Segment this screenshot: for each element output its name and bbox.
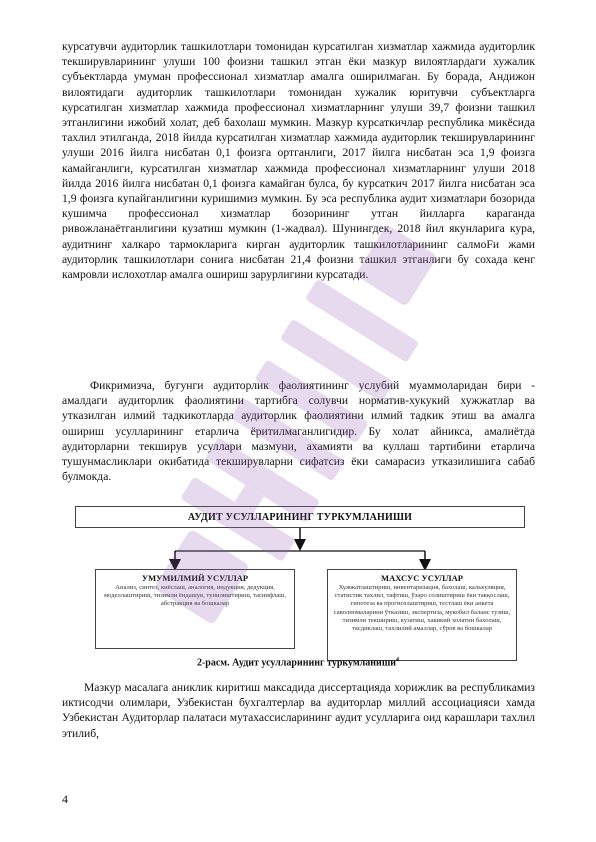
diagram-top-title: АУДИТ УСУЛЛАРИНИНГ ТУРКУМЛАНИШИ — [187, 511, 413, 523]
paragraph-1: курсатувчи аудиторлик ташкилотлари томонидан курсатилган хизматлар хажмида аудиторлик текширувларининг улуши 100 фоизни ташкил этган ёки мазкур вилоятлардаги хужалик субъектларда умуман профессионал хизматлар амалга оширилмаган. Бу борада, Андижон вилоятидаги аудиторлик ташкилотлари томонидан хужалик юритувчи субъектларга курсатилган хизматлар хажмида профессионал хизматларнинг улуши 39,7 фоизни ташкил этганлигини ижобий холат, деб бахолаш мумкин. Мазкур курсаткичлар республика микёсида тахлил этилганда, 2018 йилда курсатилган хизматлар хажмида аудиторлик текширувларининг улуши 2016 йилга нисбатан 0,1 фоизга ортганлиги, 2017 йилга нисбатан эса 1,9 фоизга камайганлиги, курсатилган хизматлар хажмида профессионал хизматларнинг улуши 2018 йилда 2016 йилга нисбатан 0,1 фоизга камайган булса, бу курсаткич 2017 йилга нисбатан эса 1,9 фоизга купайганлигини куришимиз мумкин. Бу эса республика аудит хизматлари бозорида кушимча профессионал хизматлар бозорининг утган йилларга караганда ривожланаётганлигини кузатиш мумкин (1-жадвал). Шунингдек, 2018 йил якунларига кура, аудитнинг халкаро тармокларига кирган аудиторлик ташкилотларининг салмоFи жами аудиторлик ташкилотлари сонига нисбатан 21,4 фоизни ташкил этганлиги бу сохада кенг камровли ислохотлар амалга ошириш зарурлигини курсатади. — [62, 40, 535, 282]
audit-methods-diagram — [75, 503, 525, 653]
special-methods-list: Хужжатлаштириш, инвентаризация, бахолаш, калькуляция, статистик тахлил, тафтиш, ўзаро солиштириш ёки такқослаш, гипотеза ва прогнозлаштириш, тестлаш ёки анкета саволномаларини ўтказиш, экспертиза, мукобил баланс тузиш, тизимли текшириш, кузатиш, хакикий холатни бахолаш, тасдиклаш, тахлилий амаллар, сўров ва бошкалар — [333, 584, 511, 633]
general-methods-list: Анализ, синтез, киёслаш, аналогия, индукция, дедукция, моделлаштириш, тизимли ёндашув, тунилиштириш, таснифлаш, абстракция ва бошкалар — [103, 584, 287, 608]
special-methods-box — [327, 569, 517, 661]
page-number: 4 — [62, 792, 68, 806]
general-methods-box — [95, 569, 295, 649]
footnote-mark: 4 — [396, 657, 400, 663]
figure-caption — [0, 657, 596, 668]
diagram-top-box — [75, 506, 525, 528]
paragraph-2: Фикримизча, бугунги аудиторлик фаолиятининг услубий муаммоларидан бири - амалдаги аудиторлик фаолиятини тартибга солувчи норматив-хукукий хужжатлар ва утказилган илмий тадкикотларда аудиторлик фаолиятини илмий тадкик этиш ва амалга ошириш усулларининг етарлича ёритилмаганлигидир. Бу холат айникса, амалиётда аудиторларни текширув усуллари мазмуни, ахамияти ва куллаш тартибини етарлича тушунмасликлари окибатида текширувларни сифатсиз ёки самарасиз утказилишига сабаб булмокда. — [62, 379, 535, 484]
general-methods-title: УМУМИЛМИЙ УСУЛЛАР — [141, 573, 249, 583]
paragraph-3: Мазкур масалага аниклик киритиш максадида диссертацияда хорижлик ва республикамиз иктисодчи олимлари, Узбекистан бухгалтерлар ва аудиторлар миллий ассоциацияси хамда Узбекистан Аудиторлар палатаси мутахассисларининг аудит усулларига оид карашлари тахлил этилиб, — [62, 681, 535, 740]
figure-caption-text: 2-расм. Аудит усулларининг туркумланиши — [196, 657, 397, 669]
special-methods-title: МАХСУС УСУЛЛАР — [381, 573, 463, 583]
